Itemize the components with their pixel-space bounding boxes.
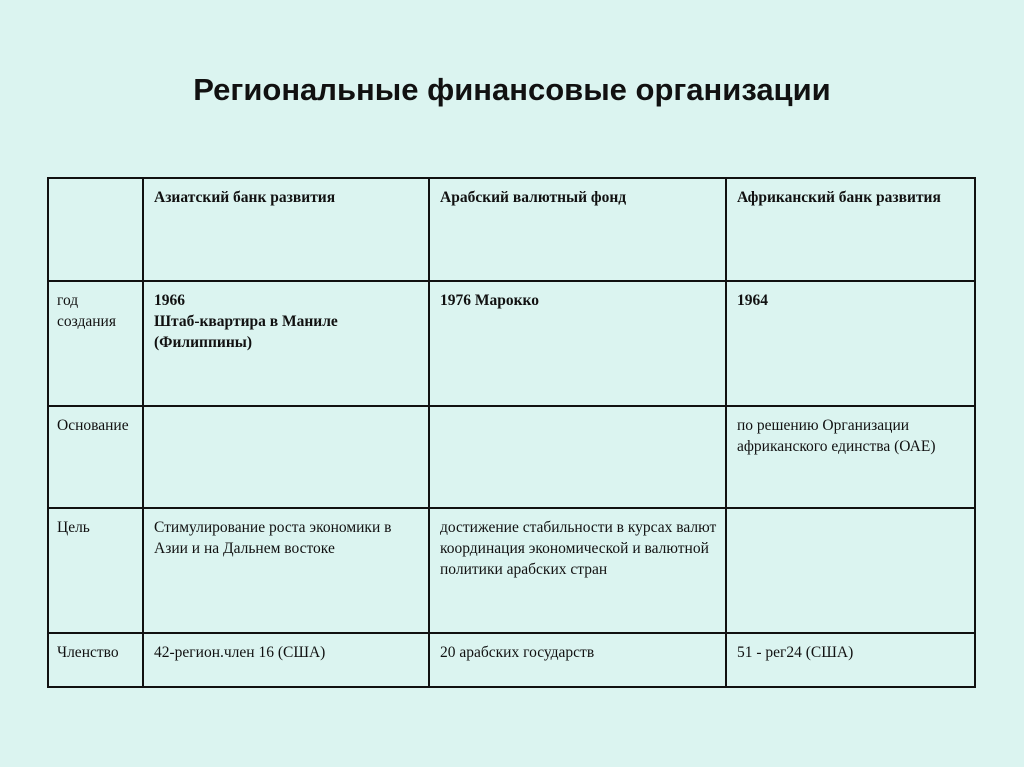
cell-line: Штаб-квартира в Маниле (Филиппины) <box>154 313 338 351</box>
cell-line: 42-регион.член 16 (США) <box>154 644 326 661</box>
table-cell <box>726 633 975 687</box>
organizations-table <box>47 177 976 688</box>
table-cell <box>429 406 726 508</box>
slide-title: Региональные финансовые организации <box>193 72 831 107</box>
table-row <box>48 406 975 508</box>
table-cell <box>143 281 429 406</box>
header-african-bank: Африканский банк развития <box>726 178 975 281</box>
cell-line: Стимулирование роста экономики в Азии и на Дальнем востоке <box>154 519 392 557</box>
table-cell <box>143 633 429 687</box>
cell-line: координация экономической и валютной политики арабских стран <box>440 540 709 578</box>
cell-line: по решению Организации африканского единства (ОАЕ) <box>737 417 936 455</box>
cell-line: 20 арабских государств <box>440 644 595 661</box>
table-cell <box>429 281 726 406</box>
header-asian-bank: Азиатский банк развития <box>143 178 429 281</box>
cell-line: 1966 <box>154 292 185 309</box>
table-row <box>48 633 975 687</box>
header-arab-fund: Арабский валютный фонд <box>429 178 726 281</box>
cell-line: достижение стабильности в курсах валют <box>440 519 717 536</box>
cell-line: 1964 <box>737 292 768 309</box>
row-label: Членство <box>48 633 143 687</box>
table-cell <box>143 406 429 508</box>
row-label: год создания <box>48 281 143 406</box>
table-cell <box>429 508 726 633</box>
row-label: Цель <box>48 508 143 633</box>
table-cell <box>726 406 975 508</box>
cell-line: 51 - рег24 (США) <box>737 644 854 661</box>
table-cell <box>143 508 429 633</box>
row-label: Основание <box>48 406 143 508</box>
table-row <box>48 281 975 406</box>
header-cell-empty <box>48 178 143 281</box>
cell-line: 1976 Марокко <box>440 292 540 309</box>
table-cell <box>429 633 726 687</box>
table-cell <box>726 281 975 406</box>
table-header-row <box>48 178 975 281</box>
table-cell <box>726 508 975 633</box>
table-row <box>48 508 975 633</box>
